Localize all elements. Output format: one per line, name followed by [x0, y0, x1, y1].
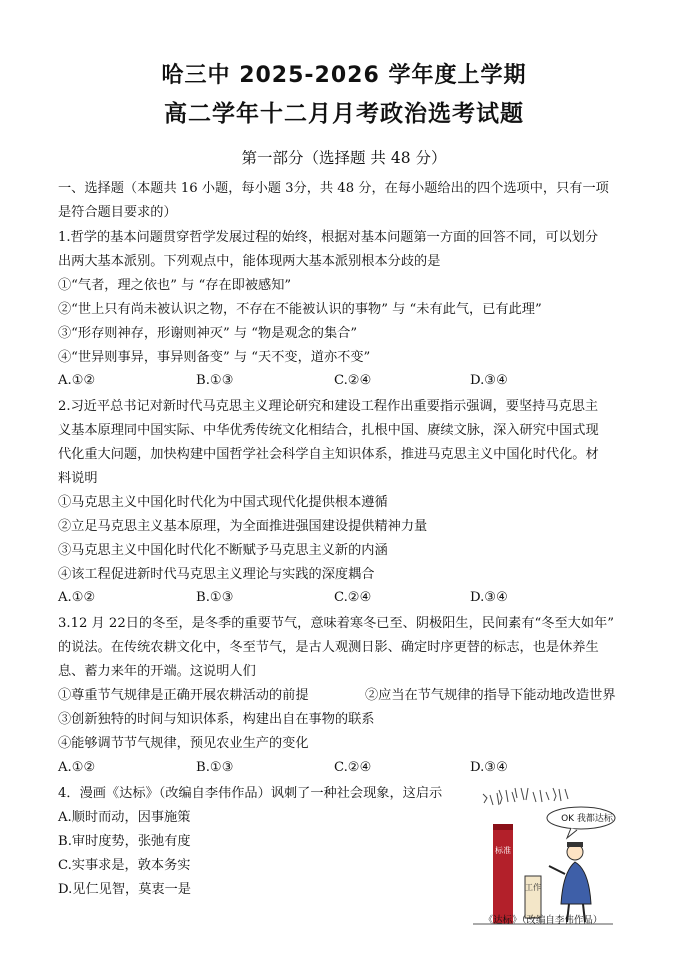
q3-options — [58, 760, 618, 778]
man-cap — [567, 842, 583, 847]
q2-stem-line2: 义基本原理同中国实际、中华优秀传统文化相结合，扎根中国、赓续文脉，深入研究中国式现 — [58, 423, 599, 438]
handwritten-notes — [483, 788, 568, 805]
q2-option-c[interactable]: C.②④ — [334, 590, 372, 605]
q2-stem-line3: 代化重大问题，加快构建中国哲学社会科学自主知识体系，推进马克思主义中国化时代化。材 — [58, 447, 599, 462]
q2-option-d[interactable]: D.③④ — [470, 590, 508, 605]
cartoon-caption: 《达标》（改编自李伟作品） — [483, 915, 603, 926]
q2-item2: ②立足马克思主义基本原理，为全面推进强国建设提供精神力量 — [58, 519, 428, 534]
q1-stem-line1: 1.哲学的基本问题贯穿哲学发展过程的始终，根据对基本问题第一方面的回答不同，可以划分 — [58, 230, 599, 245]
man-arm — [549, 866, 565, 874]
q2-options — [58, 590, 618, 608]
man-body — [561, 862, 591, 904]
q2-option-a[interactable]: A.①② — [58, 590, 96, 605]
q2-option-b[interactable]: B.①③ — [196, 590, 234, 605]
q2-stem-line1: 2.习近平总书记对新时代马克思主义理论研究和建设工程作出重要指示强调，要坚持马克思主 — [58, 399, 599, 414]
title-line2: 高二学年十二月月考政治选考试题 — [164, 101, 524, 127]
q2-item3: ③马克思主义中国化时代化不断赋予马克思主义新的内涵 — [58, 543, 388, 558]
pillar-top — [493, 824, 513, 830]
title-line1: 哈三中 2025-2026 学年度上学期 — [161, 63, 527, 88]
q2-item1: ①马克思主义中国化时代化为中国式现代化提供根本遵循 — [58, 495, 388, 510]
q3-item2: ②应当在节气规律的指导下能动地改造世界 — [365, 688, 616, 703]
q1-item2: ②“世上只有尚未被认识之物，不存在不能被认识的事物” 与 “未有此气，已有此理” — [58, 302, 542, 317]
q1-option-a[interactable]: A.①② — [58, 373, 96, 388]
q3-stem-line3: 息、蓄力来年的开端。这说明人们 — [58, 664, 256, 679]
q4-option-b[interactable]: B.审时度势，张弛有度 — [58, 834, 191, 849]
q2-item4: ④该工程促进新时代马克思主义理论与实践的深度耦合 — [58, 567, 375, 582]
q3-option-d[interactable]: D.③④ — [470, 760, 508, 775]
q3-item1: ①尊重节气规律是正确开展农耕活动的前提 — [58, 688, 309, 703]
standard-pillar — [493, 824, 513, 924]
q1-option-c[interactable]: C.②④ — [334, 373, 372, 388]
q3-option-a[interactable]: A.①② — [58, 760, 96, 775]
q1-item4: ④“世异则事异，事异则备变” 与 “天不变，道亦不变” — [58, 350, 371, 365]
q3-option-c[interactable]: C.②④ — [334, 760, 372, 775]
q3-stem-line2: 的说法。在传统农耕文化中，冬至节气，是古人观测日影、确定时序更替的标志，也是休养生 — [58, 640, 599, 655]
q1-item1: ①“气者，理之依也” 与 “存在即被感知” — [58, 278, 292, 293]
section-instruction-line1: 一、选择题（本题共 16 小题，每小题 3分，共 48 分，在每小题给出的四个选项中，只有一项 — [58, 181, 609, 196]
q4-option-a[interactable]: A.顺时而动，因事施策 — [58, 810, 191, 825]
cartoon-speech-text: OK 我都达标 — [561, 814, 613, 824]
q3-option-b[interactable]: B.①③ — [196, 760, 234, 775]
q3-stem-line1: 3.12 月 22日的冬至，是冬季的重要节气，意味着寒冬已至、阴极阳生，民间素有“冬至大如年” — [58, 616, 614, 631]
q4-option-d[interactable]: D.见仁见智，莫衷一是 — [58, 882, 191, 897]
part-heading: 第一部分（选择题 共 48 分） — [241, 149, 447, 167]
cartoon-block-text: 工作 — [525, 883, 541, 892]
q1-options — [58, 373, 618, 391]
q1-option-d[interactable]: D.③④ — [470, 373, 508, 388]
q2-stem-line4: 料说明 — [58, 471, 98, 486]
q1-option-b[interactable]: B.①③ — [196, 373, 234, 388]
q4-option-c[interactable]: C.实事求是，敦本务实 — [58, 858, 191, 873]
q3-item4: ④能够调节节气规律，预见农业生产的变化 — [58, 736, 309, 751]
q1-item3: ③“形存则神存，形谢则神灭” 与 “物是观念的集合” — [58, 326, 358, 341]
q3-item3: ③创新独特的时间与知识体系，构建出自在事物的联系 — [58, 712, 375, 727]
q1-stem-line2: 出两大基本派别。下列观点中，能体现两大基本派别根本分歧的是 — [58, 254, 441, 269]
speech-tail — [567, 828, 577, 838]
section-instruction-line2: 是符合题目要求的） — [58, 205, 177, 220]
cartoon-pillar-text: 标准 — [495, 846, 511, 855]
q4-stem: 4．漫画《达标》（改编自李伟作品）讽刺了一种社会现象，这启示 — [58, 786, 443, 801]
